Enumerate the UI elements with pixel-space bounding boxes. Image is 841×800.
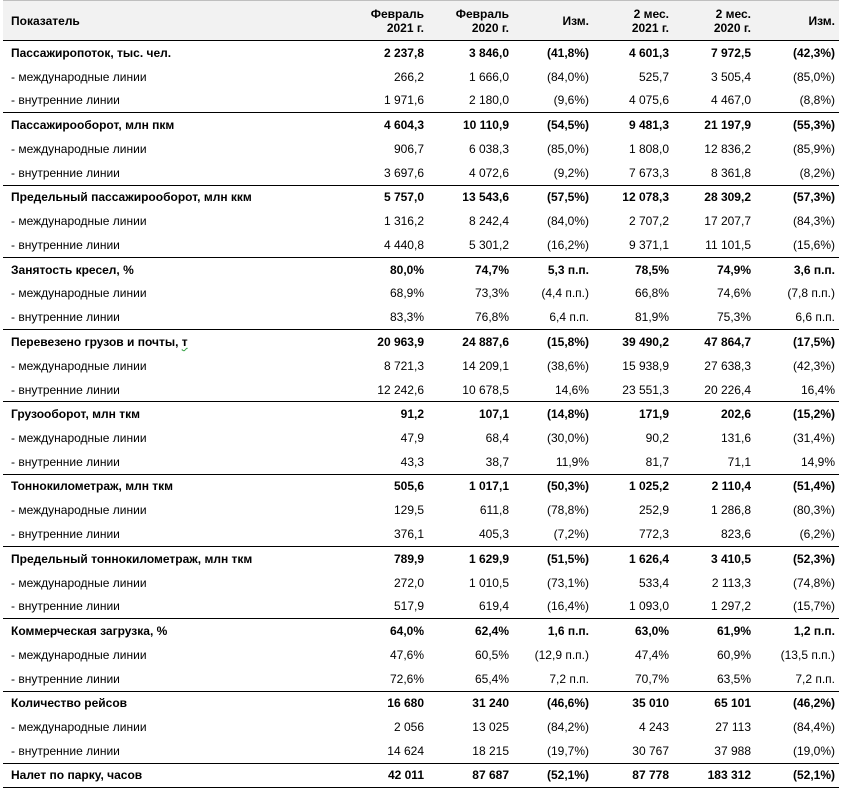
cell-value: (46,2%) [755, 691, 839, 715]
cell-value: 2 180,0 [468, 93, 509, 108]
row-label [3, 763, 353, 787]
cell-value: 24 887,6 [428, 330, 513, 354]
row-label [3, 667, 353, 691]
header-change-2m: Изм. [755, 1, 839, 41]
cell-value: (16,2%) [546, 238, 589, 253]
cell-value: (57,3%) [755, 185, 839, 209]
cell-value: (19,7%) [546, 744, 589, 759]
cell-value: 73,3% [474, 286, 509, 301]
cell-value: (7,8 п.п.) [787, 286, 835, 301]
cell-value: 30 767 [632, 744, 669, 759]
table-row-sub [3, 739, 839, 763]
cell-value: 62,4% [428, 619, 513, 643]
row-label-text: Грузооборот, млн ткм [11, 407, 140, 422]
cell-value: 1 666,0 [468, 69, 509, 84]
cell-value: 64,0% [353, 619, 428, 643]
cell-value: (54,5%) [513, 113, 593, 137]
row-label [3, 257, 353, 281]
cell-value: 1,2 п.п. [755, 619, 839, 643]
cell-value: 4 601,3 [593, 41, 673, 65]
cell-value: 60,9% [716, 647, 751, 662]
cell-value: (8,8%) [799, 93, 835, 108]
table-row-main [3, 619, 839, 643]
cell-value: 1 286,8 [710, 503, 751, 518]
cell-value: 4 467,0 [710, 93, 751, 108]
table-row-main [3, 330, 839, 354]
cell-value: 9 481,3 [593, 113, 673, 137]
cell-value: 7 673,3 [628, 165, 669, 180]
table-row-sub [3, 89, 839, 113]
cell-value: 6,6 п.п. [795, 310, 835, 325]
row-label-text: - внутренние линии [11, 599, 120, 614]
cell-value: 505,6 [353, 474, 428, 498]
table-row-sub [3, 281, 839, 305]
cell-value: 772,3 [638, 527, 669, 542]
row-label [3, 619, 353, 643]
row-label-text: Количество рейсов [11, 696, 128, 711]
cell-value: 1 316,2 [383, 214, 424, 229]
cell-value: (51,4%) [755, 474, 839, 498]
cell-value: (41,8%) [513, 41, 593, 65]
cell-value: 47,9 [400, 431, 424, 446]
row-label-text: - внутренние линии [11, 238, 120, 253]
cell-value: 266,2 [393, 69, 424, 84]
cell-value: (74,8%) [792, 575, 835, 590]
cell-value: 47,6% [389, 647, 424, 662]
cell-value: 252,9 [638, 503, 669, 518]
row-label [3, 643, 353, 667]
cell-value: (85,0%) [792, 69, 835, 84]
row-label [3, 330, 353, 354]
cell-value: 2 056 [393, 720, 424, 735]
row-label [3, 41, 353, 65]
cell-value: (12,9 п.п.) [534, 647, 589, 662]
row-label-text: Перевезено грузов и почты, [11, 334, 179, 349]
cell-value: (15,7%) [792, 599, 835, 614]
cell-value: 13 543,6 [428, 185, 513, 209]
cell-value: 63,0% [593, 619, 673, 643]
row-label-text: Тоннокилометраж, млн ткм [11, 479, 174, 494]
cell-value: 8 242,4 [468, 214, 509, 229]
cell-value: 11,9% [555, 454, 589, 469]
table-row-main [3, 402, 839, 426]
table-row-sub [3, 378, 839, 402]
cell-value: 1 808,0 [628, 141, 669, 156]
cell-value: 74,7% [428, 257, 513, 281]
cell-value: 3 846,0 [428, 41, 513, 65]
cell-value: (52,1%) [755, 763, 839, 787]
table-row-sub [3, 498, 839, 522]
cell-value: 3,6 п.п. [755, 257, 839, 281]
cell-value: (15,2%) [755, 402, 839, 426]
row-label-text: Пассажиропоток, тыс. чел. [11, 45, 172, 60]
cell-value: 72,6% [389, 671, 424, 686]
cell-value: 9 371,1 [628, 238, 669, 253]
row-label [3, 89, 353, 113]
row-label-text: Коммерческая загрузка, % [11, 624, 168, 639]
cell-value: 2 707,2 [628, 214, 669, 229]
cell-value: 17 207,7 [704, 214, 751, 229]
cell-value: 10 678,5 [462, 382, 509, 397]
cell-value: 61,9% [673, 619, 755, 643]
row-label [3, 450, 353, 474]
row-label-text: - внутренние линии [11, 454, 120, 469]
cell-value: 789,9 [353, 546, 428, 570]
table-row-sub [3, 595, 839, 619]
table-row-sub [3, 522, 839, 546]
cell-value: 80,0% [353, 257, 428, 281]
header-indicator: Показатель [3, 1, 353, 41]
cell-value: 5,3 п.п. [513, 257, 593, 281]
cell-value: 4 604,3 [353, 113, 428, 137]
cell-value: (7,2%) [553, 527, 589, 542]
cell-value: 14 209,1 [462, 358, 509, 373]
cell-value: 1 971,6 [383, 93, 424, 108]
header-change-month: Изм. [513, 1, 593, 41]
cell-value: (85,9%) [792, 141, 835, 156]
cell-value: 272,0 [393, 575, 424, 590]
cell-value: 4 075,6 [628, 93, 669, 108]
cell-value: (52,3%) [755, 546, 839, 570]
cell-value: (46,6%) [513, 691, 593, 715]
row-label [3, 571, 353, 595]
cell-value: 12 078,3 [593, 185, 673, 209]
row-label [3, 209, 353, 233]
cell-value: 376,1 [393, 527, 424, 542]
row-label [3, 498, 353, 522]
cell-value: (52,1%) [513, 763, 593, 787]
cell-value: 107,1 [428, 402, 513, 426]
cell-value: 90,2 [645, 431, 669, 446]
row-label [3, 378, 353, 402]
row-label-text: Занятость кресел, % [11, 262, 134, 277]
cell-value: 14 624 [387, 744, 424, 759]
row-label-text: - международные линии [11, 720, 147, 735]
cell-value: 3 697,6 [383, 165, 424, 180]
row-label-text: - внутренние линии [11, 93, 120, 108]
cell-value: (84,2%) [546, 720, 589, 735]
row-label [3, 715, 353, 739]
cell-value: (30,0%) [546, 431, 589, 446]
row-label-text: - внутренние линии [11, 527, 120, 542]
cell-value: (73,1%) [546, 575, 589, 590]
cell-value: (4,4 п.п.) [541, 286, 589, 301]
cell-value: (80,3%) [792, 503, 835, 518]
row-label-text: - международные линии [11, 141, 147, 156]
cell-value: 39 490,2 [593, 330, 673, 354]
cell-value: 74,6% [716, 286, 751, 301]
cell-value: 12 836,2 [704, 141, 751, 156]
row-label [3, 113, 353, 137]
row-label-text: Налет по парку, часов [11, 768, 143, 783]
table-row-main [3, 691, 839, 715]
row-label [3, 522, 353, 546]
cell-value: (8,2%) [799, 165, 835, 180]
cell-value: 183 312 [673, 763, 755, 787]
cell-value: 60,5% [474, 647, 509, 662]
row-label [3, 137, 353, 161]
cell-value: 15 938,9 [622, 358, 669, 373]
table-row-sub [3, 667, 839, 691]
cell-value: 129,5 [393, 503, 424, 518]
cell-value: 611,8 [479, 503, 509, 518]
row-label-text: - международные линии [11, 214, 147, 229]
cell-value: (78,8%) [546, 503, 589, 518]
cell-value: (38,6%) [546, 358, 589, 373]
cell-value: 20 963,9 [353, 330, 428, 354]
cell-value: 27 113 [715, 720, 751, 735]
cell-value: 1 629,9 [428, 546, 513, 570]
cell-value: 533,4 [638, 575, 669, 590]
cell-value: (17,5%) [755, 330, 839, 354]
row-label [3, 354, 353, 378]
cell-value: (42,3%) [792, 358, 835, 373]
cell-value: 11 101,5 [705, 238, 751, 253]
table-row-sub [3, 354, 839, 378]
cell-value: 1 297,2 [710, 599, 751, 614]
cell-value: 31 240 [428, 691, 513, 715]
cell-value: 75,3% [716, 310, 751, 325]
cell-value: 16,4% [800, 382, 835, 397]
cell-value: 823,6 [720, 527, 751, 542]
cell-value: 906,7 [393, 141, 424, 156]
row-label [3, 233, 353, 257]
cell-value: (51,5%) [513, 546, 593, 570]
cell-value: 10 110,9 [428, 113, 513, 137]
cell-value: 3 505,4 [710, 69, 751, 84]
cell-value: 20 226,4 [704, 382, 751, 397]
table-row-main [3, 185, 839, 209]
cell-value: 65 101 [673, 691, 755, 715]
cell-value: 2 113,3 [711, 575, 751, 590]
row-label-text: - международные линии [11, 358, 147, 373]
cell-value: 1 025,2 [593, 474, 673, 498]
row-label [3, 426, 353, 450]
row-label-text: - международные линии [11, 431, 147, 446]
row-label-text: - международные линии [11, 575, 147, 590]
cell-value: (50,3%) [513, 474, 593, 498]
table-row-sub [3, 426, 839, 450]
cell-value: 1 010,5 [468, 575, 509, 590]
row-label-text: Предельный пассажирооборот, млн ккм [11, 190, 252, 205]
cell-value: (9,6%) [553, 93, 589, 108]
cell-value: (6,2%) [799, 527, 835, 542]
table-row-sub [3, 571, 839, 595]
cell-value: 3 410,5 [673, 546, 755, 570]
row-label [3, 595, 353, 619]
row-label [3, 185, 353, 209]
table-row-main [3, 113, 839, 137]
cell-value: (84,0%) [546, 69, 589, 84]
table-row-main [3, 257, 839, 281]
header-2m-2021: 2 мес. 2021 г. [593, 1, 673, 41]
cell-value: 16 680 [353, 691, 428, 715]
cell-value: (55,3%) [755, 113, 839, 137]
cell-value: 71,1 [727, 454, 751, 469]
cell-value: 5 301,2 [468, 238, 509, 253]
table-row-main [3, 41, 839, 65]
cell-value: (14,8%) [513, 402, 593, 426]
row-label [3, 474, 353, 498]
cell-value: (42,3%) [755, 41, 839, 65]
cell-value: 4 243 [638, 720, 669, 735]
cell-value: 619,4 [478, 599, 509, 614]
cell-value: (31,4%) [792, 431, 835, 446]
cell-value: 8 361,8 [710, 165, 751, 180]
cell-value: 27 638,3 [704, 358, 751, 373]
header-feb-2020: Февраль 2020 г. [428, 1, 513, 41]
cell-value: 18 215 [472, 744, 509, 759]
table-row-sub [3, 161, 839, 185]
cell-value: 81,7 [645, 454, 669, 469]
cell-value: (15,8%) [513, 330, 593, 354]
cell-value: 7,2 п.п. [549, 671, 589, 686]
row-label-text: - международные линии [11, 503, 147, 518]
cell-value: 1 017,1 [428, 474, 513, 498]
cell-value: (85,0%) [546, 141, 589, 156]
cell-value: 8 721,3 [383, 358, 424, 373]
cell-value: 78,5% [593, 257, 673, 281]
cell-value: 6,4 п.п. [549, 310, 589, 325]
cell-value: 91,2 [353, 402, 428, 426]
cell-value: 517,9 [393, 599, 424, 614]
cell-value: 13 025 [472, 720, 509, 735]
cell-value: 14,9% [800, 454, 835, 469]
row-label [3, 161, 353, 185]
row-label-text: Пассажирооборот, млн пкм [11, 118, 175, 133]
row-label [3, 546, 353, 570]
table-row-sub [3, 715, 839, 739]
table-row-sub [3, 65, 839, 89]
cell-value: 7,2 п.п. [795, 671, 835, 686]
table-body [3, 41, 839, 788]
cell-value: 87 687 [428, 763, 513, 787]
cell-value: (16,4%) [546, 599, 589, 614]
cell-value: 6 038,3 [468, 141, 509, 156]
cell-value: 74,9% [673, 257, 755, 281]
cell-value: (57,5%) [513, 185, 593, 209]
cell-value: 63,5% [716, 671, 751, 686]
row-label-text: - внутренние линии [11, 310, 120, 325]
row-label-text: Предельный тоннокилометраж, млн ткм [11, 551, 253, 566]
cell-value: (84,0%) [546, 214, 589, 229]
row-label-text: - внутренние линии [11, 671, 120, 686]
table-row-sub [3, 306, 839, 330]
table-row-sub [3, 137, 839, 161]
cell-value: 171,9 [593, 402, 673, 426]
cell-value: 43,3 [400, 454, 424, 469]
table-row-sub [3, 233, 839, 257]
row-label-unit: т [181, 334, 188, 349]
cell-value: 35 010 [593, 691, 673, 715]
row-label [3, 65, 353, 89]
cell-value: 68,4 [485, 431, 509, 446]
cell-value: 2 110,4 [673, 474, 755, 498]
row-label-text: - международные линии [11, 69, 147, 84]
operating-stats-table [3, 0, 839, 788]
row-label-text: - международные линии [11, 647, 147, 662]
row-label-text: - внутренние линии [11, 744, 120, 759]
row-label [3, 306, 353, 330]
cell-value: 4 440,8 [383, 238, 424, 253]
cell-value: 14,6% [554, 382, 589, 397]
cell-value: 1 626,4 [593, 546, 673, 570]
cell-value: 76,8% [474, 310, 509, 325]
cell-value: (84,4%) [792, 720, 835, 735]
cell-value: 38,7 [485, 454, 509, 469]
cell-value: 4 072,6 [468, 165, 509, 180]
row-label-text: - международные линии [11, 286, 147, 301]
cell-value: 42 011 [353, 763, 428, 787]
table-row-sub [3, 450, 839, 474]
cell-value: 7 972,5 [673, 41, 755, 65]
cell-value: 21 197,9 [673, 113, 755, 137]
cell-value: (84,3%) [792, 214, 835, 229]
row-label [3, 739, 353, 763]
cell-value: 12 242,6 [377, 382, 424, 397]
cell-value: 83,3% [389, 310, 424, 325]
header-feb-2021: Февраль 2021 г. [353, 1, 428, 41]
row-label-text: - внутренние линии [11, 382, 120, 397]
table-header-row [3, 1, 839, 41]
table-row-main [3, 763, 839, 787]
cell-value: 131,6 [720, 431, 751, 446]
cell-value: 47,4% [634, 647, 669, 662]
cell-value: (9,2%) [553, 165, 589, 180]
row-label [3, 281, 353, 305]
cell-value: (15,6%) [792, 238, 835, 253]
row-label-text: - внутренние линии [11, 165, 120, 180]
cell-value: 525,7 [638, 69, 669, 84]
cell-value: 28 309,2 [673, 185, 755, 209]
table-row-main [3, 546, 839, 570]
cell-value: 68,9% [389, 286, 424, 301]
table-row-sub [3, 209, 839, 233]
cell-value: 202,6 [673, 402, 755, 426]
cell-value: 23 551,3 [622, 382, 669, 397]
cell-value: (19,0%) [792, 744, 835, 759]
header-2m-2020: 2 мес. 2020 г. [673, 1, 755, 41]
table-row-main [3, 474, 839, 498]
cell-value: 66,8% [634, 286, 669, 301]
table-row-sub [3, 643, 839, 667]
cell-value: 1,6 п.п. [513, 619, 593, 643]
row-label [3, 402, 353, 426]
cell-value: 70,7% [634, 671, 669, 686]
cell-value: 81,9% [634, 310, 669, 325]
cell-value: 5 757,0 [353, 185, 428, 209]
cell-value: 87 778 [593, 763, 673, 787]
cell-value: 405,3 [478, 527, 509, 542]
cell-value: 2 237,8 [353, 41, 428, 65]
row-label [3, 691, 353, 715]
cell-value: 65,4% [474, 671, 509, 686]
cell-value: (13,5 п.п.) [780, 647, 835, 662]
cell-value: 1 093,0 [628, 599, 669, 614]
cell-value: 47 864,7 [673, 330, 755, 354]
cell-value: 37 988 [714, 744, 751, 759]
